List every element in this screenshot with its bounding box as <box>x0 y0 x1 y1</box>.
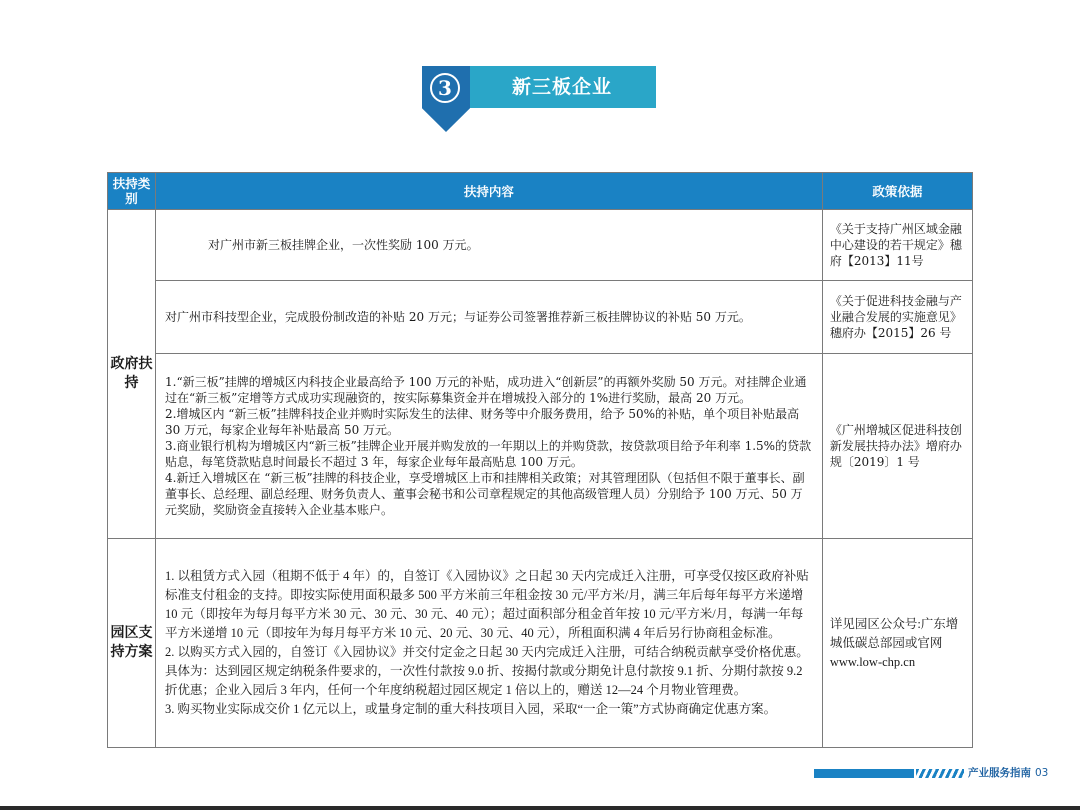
content-item: 1.“新三板”挂牌的增城区内科技企业最高给予 100 万元的补贴，成功进入“创新层”的再额外奖励 50 万元。对挂牌企业通过在“新三板”定增等方式成功实现融资的，按实际募集资金并在增城投入部分的 1%进行奖励，最高 20 万元。 <box>165 375 807 405</box>
content-cell <box>156 354 823 539</box>
policy-cell: 《关于支持广州区域金融中心建设的若干规定》穗府【2013】11号 <box>822 210 972 281</box>
header-content: 扶持内容 <box>156 173 823 210</box>
footer-label <box>968 765 1048 780</box>
category-cell: 园区支持方案 <box>108 539 156 748</box>
footer-stripes <box>916 769 964 778</box>
content-item: 3. 购买物业实际成交价 1 亿元以上，或量身定制的重大科技项目入园，采取“一企一策”方式协商确定优惠方案。 <box>165 702 777 716</box>
section-title: 新三板企业 <box>512 76 613 98</box>
table-row <box>108 210 973 281</box>
content-item: 2.增城区内 “新三板”挂牌科技企业并购时实际发生的法律、财务等中介服务费用，给予 50%的补贴，单个项目补贴最高 30 万元，每家企业每年补贴最高 50 万元。 <box>165 407 800 437</box>
header-policy: 政策依据 <box>822 173 972 210</box>
content-item: 4.新迁入增城区在 “新三板”挂牌的科技企业，享受增城区上市和挂牌相关政策；对其管理团队（包括但不限于董事长、副董事长、总经理、副总经理、财务负责人、董事会秘书和公司章程规定的其他高级管理人员）分别给予 100 万元、50 万元奖励，奖励资金直接转入企业基本账户。 <box>165 471 805 517</box>
category-cell: 政府扶持 <box>108 210 156 539</box>
policy-cell: 《关于促进科技金融与产业融合发展的实施意见》穗府办【2015】26 号 <box>822 281 972 354</box>
footer-bar <box>814 769 914 778</box>
page-number: 03 <box>1035 767 1049 779</box>
content-item: 对广州市新三板挂牌企业，一次性奖励 100 万元。 <box>208 238 479 252</box>
header-category: 扶持类别 <box>108 173 156 210</box>
content-item: 3.商业银行机构为增城区内“新三板”挂牌企业开展并购发放的一年期以上的并购贷款，按贷款项目给予年利率 1.5%的贷款贴息，每笔贷款贴息时间最长不超过 3 年，每家企业每年最高贴息 100 万元。 <box>165 439 812 469</box>
table-row <box>108 281 973 354</box>
table-header-row <box>108 173 973 210</box>
table-row <box>108 539 973 748</box>
content-cell <box>156 281 823 354</box>
section-number: 3 <box>430 73 460 103</box>
table-row <box>108 354 973 539</box>
section-badge <box>422 66 656 108</box>
footer-title: 产业服务指南 <box>968 767 1031 779</box>
bottom-border <box>0 806 1080 810</box>
content-item: 1. 以租赁方式入园（租期不低于 4 年）的，自签订《入园协议》之日起 30 天内完成迁入注册，可享受仅按区政府补贴标准支付租金的支持。即按实际使用面积最多 500 平方米前三年租金按 30 元/平方米/月，满三年后每年每平方米递增 10 元（即按年为每月每平方米 30 元、30 元、30 元、40 元）；超过面积部分租金首年按 10 元/平方米/月，每满一年每平方米递增 10 元（即按年为每月每平方米 10 元、20 元、30 元、40 元），所租面积满 4 年后另行协商租金标准。 <box>165 569 809 640</box>
content-cell <box>156 210 823 281</box>
policy-cell: 《广州增城区促进科技创新发展扶持办法》增府办规〔2019〕1 号 <box>822 354 972 539</box>
content-cell <box>156 539 823 748</box>
support-table <box>107 172 973 748</box>
content-item: 对广州市科技型企业，完成股份制改造的补贴 20 万元；与证券公司签署推荐新三板挂牌协议的补贴 50 万元。 <box>165 310 751 324</box>
content-item: 2. 以购买方式入园的，自签订《入园协议》并交付定金之日起 30 天内完成迁入注册，可结合纳税贡献享受价格优惠。具体为：达到园区规定纳税条件要求的，一次性付款按 9.0 折、按揭付款或分期免计息付款按 9.1 折、分期付款按 9.2 折优惠；企业入园后 3 年内，任何一个年度纳税超过园区规定 1 倍以上的，赠送 12—24 个月物业管理费。 <box>165 645 809 697</box>
policy-cell: 详见园区公众号:广东增城低碳总部园或官网 www.low-chp.cn <box>822 539 972 748</box>
